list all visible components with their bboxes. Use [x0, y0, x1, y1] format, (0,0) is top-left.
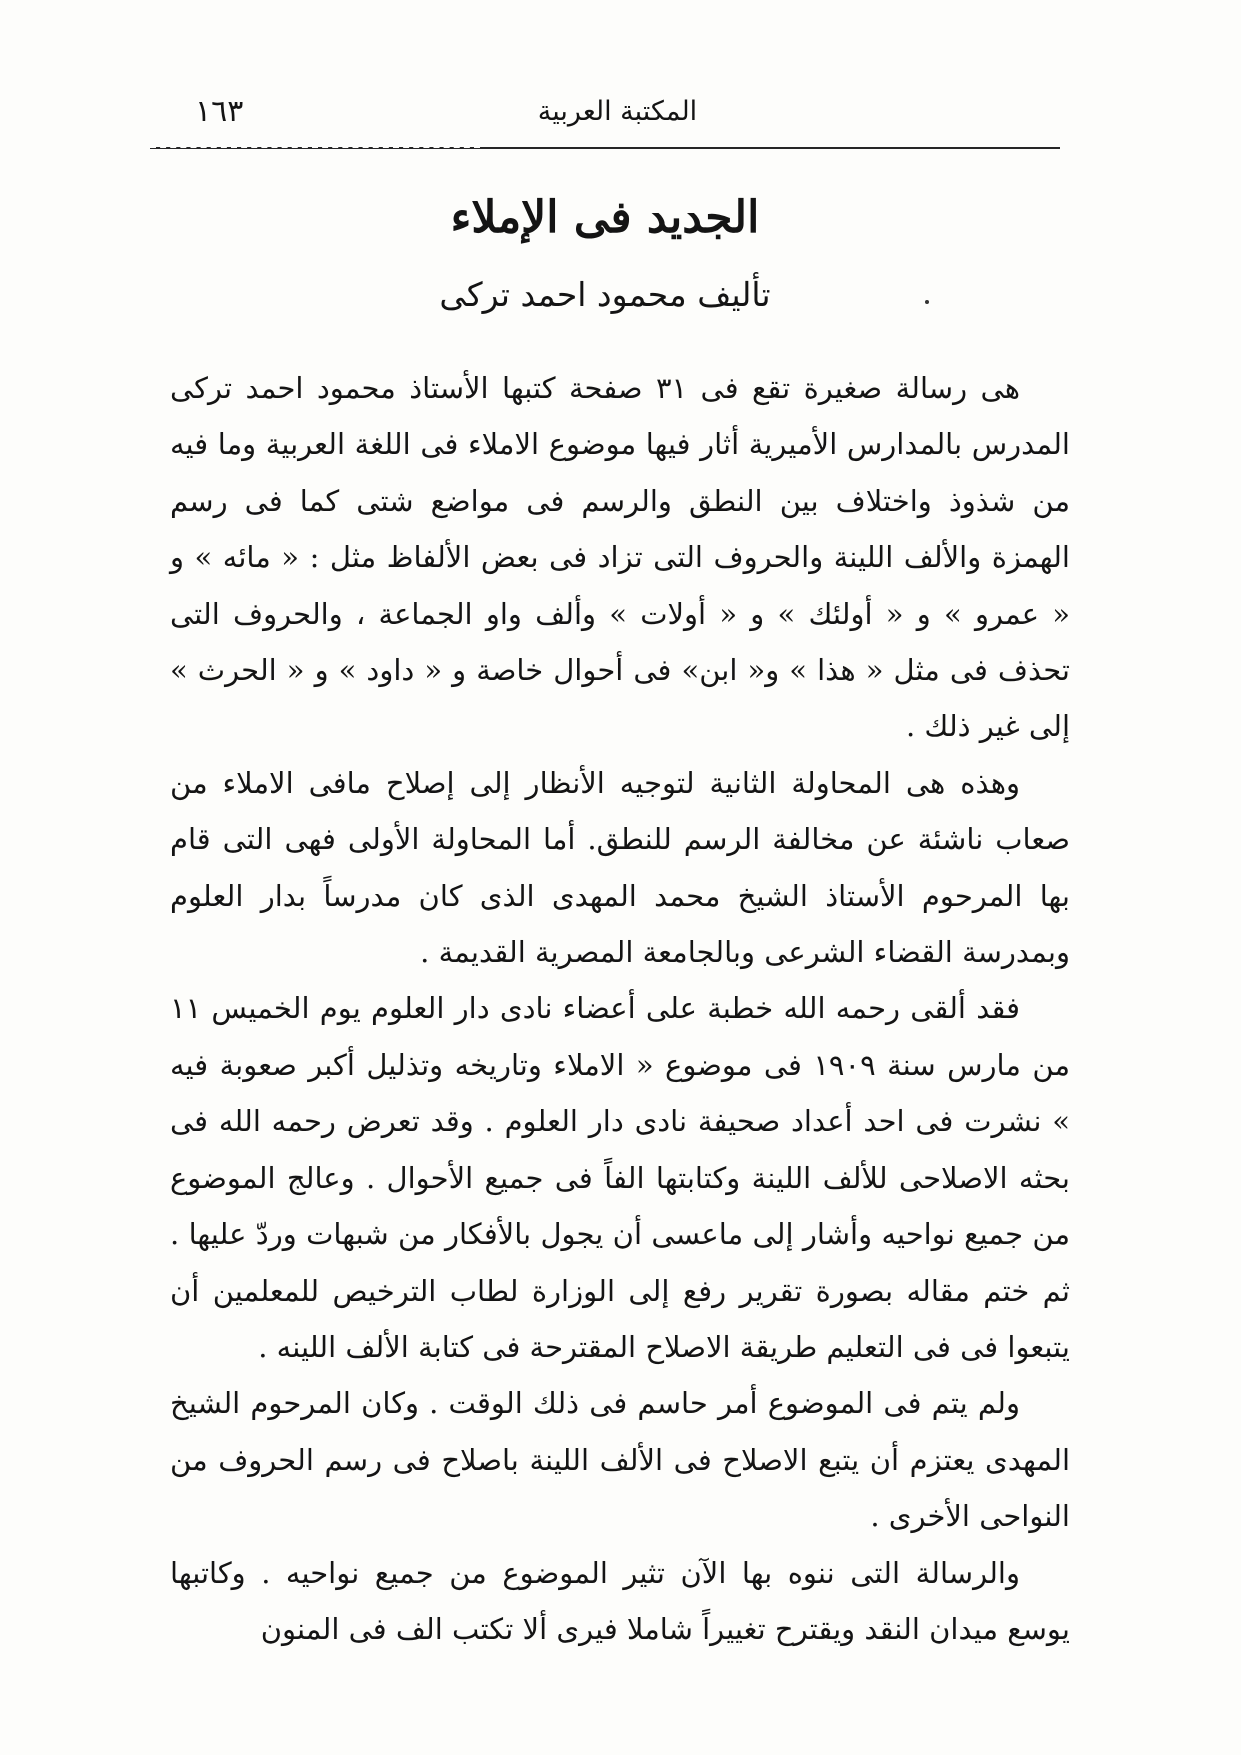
- journal-name: المكتبة العربية: [537, 96, 698, 127]
- article-byline: تأليف محمود احمد تركى: [439, 275, 771, 314]
- article-body: [170, 360, 1070, 1657]
- header-rule-dashed-segment: [150, 146, 480, 148]
- paragraph-4: ولم يتم فى الموضوع أمر حاسم فى ذلك الوقت . وكان المرحوم الشيخ المهدى يعتزم أن يتبع الاصلاح فى الألف اللينة باصلاح فى رسم الحروف من النواحى الأخرى .: [170, 1386, 1070, 1534]
- article-title: الجديد فى الإملاء: [450, 192, 760, 243]
- paragraph-1: هى رسالة صغيرة تقع فى ٣١ صفحة كتبها الأستاذ محمود احمد تركى المدرس بالمدارس الأميرية أثار فيها موضوع الاملاء فى اللغة العربية وما فيه من شذوذ واختلاف بين النطق والرسم فى مواضع شتى كما فى رسم الهمزة والألف اللينة والحروف التى تزاد فى بعض الألفاظ مثل : « مائه » و « عمرو » و « أولئك » و « أولات » وألف واو الجماعة ، والحروف التى تحذف فى مثل « هذا » و« ابن» فى أحوال خاصة و « داود » و « الحرث » إلى غير ذلك .: [170, 371, 1070, 744]
- page-number: ١٦٣: [195, 94, 244, 129]
- running-header: [175, 92, 1060, 132]
- paragraph-2: وهذه هى المحاولة الثانية لتوجيه الأنظار إلى إصلاح مافى الاملاء من صعاب ناشئة عن مخالفة الرسم للنطق. أما المحاولة الأولى فهى التى قام بها المرحوم الأستاذ الشيخ محمد المهدى الذى كان مدرساً بدار العلوم وبمدرسة القضاء الشرعى وبالجامعة المصرية القديمة .: [170, 765, 1070, 970]
- paragraph-3: فقد ألقى رحمه الله خطبة على أعضاء نادى دار العلوم يوم الخميس ١١ من مارس سنة ١٩٠٩ فى موضوع « الاملاء وتاريخه وتذليل أكبر صعوبة فيه » نشرت فى احد أعداد صحيفة نادى دار العلوم . وقد تعرض رحمه الله فى بحثه الاصلاحى للألف اللينة وكتابتها الفاً فى جميع الأحوال . وعالج الموضوع من جميع نواحيه وأشار إلى ماعسى أن يجول بالأفكار من شبهات وردّ عليها . ثم ختم مقاله بصورة تقرير رفع إلى الوزارة لطاب الترخيص للمعلمين أن يتبعوا فى فى التعليم طريقة الاصلاح المقترحة فى كتابة الألف اللينه .: [170, 991, 1070, 1364]
- paragraph-5: والرسالة التى ننوه بها الآن تثير الموضوع من جميع نواحيه . وكاتبها يوسع ميدان النقد ويقترح تغييراً شاملا فيرى ألا تكتب الف فى المنون: [170, 1555, 1070, 1646]
- ink-dot: [925, 300, 929, 304]
